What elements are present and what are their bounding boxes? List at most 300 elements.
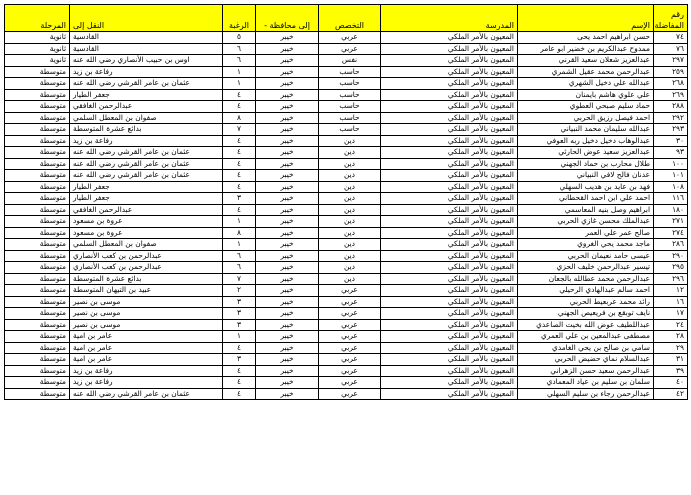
- cell-gov: خيبر: [256, 273, 319, 285]
- cell-school: المعيون بالأمر الملكي: [381, 66, 518, 78]
- cell-gov: خيبر: [256, 135, 319, 147]
- cell-wish: ٣: [223, 308, 256, 320]
- cell-spec: حاسب: [319, 89, 381, 101]
- cell-name: سلمان بن سليم بن عياد المعمادي: [518, 377, 654, 389]
- cell-num: ٢٩٧: [654, 55, 688, 67]
- cell-school: المعيون بالأمر الملكي: [381, 250, 518, 262]
- table-row: [5, 227, 688, 239]
- cell-stage: متوسطة: [5, 147, 70, 159]
- cell-wish: ٤: [223, 135, 256, 147]
- cell-num: ٢٧٤: [654, 227, 688, 239]
- cell-name: احمد علي ابن احمد القحطاني: [518, 193, 654, 205]
- cell-spec: دين: [319, 147, 381, 159]
- cell-wish: ٣: [223, 193, 256, 205]
- cell-dest: بدائع عشرة المتوسطة: [70, 124, 223, 136]
- cell-school: المعيون بالأمر الملكي: [381, 377, 518, 389]
- cell-gov: خيبر: [256, 147, 319, 159]
- cell-spec: دين: [319, 135, 381, 147]
- cell-school: المعيون بالأمر الملكي: [381, 55, 518, 67]
- cell-dest: موسى بن نصير: [70, 319, 223, 331]
- cell-dest: صفوان بن المعطل السلمي: [70, 239, 223, 251]
- cell-school: المعيون بالأمر الملكي: [381, 32, 518, 44]
- cell-num: ١٠٠: [654, 158, 688, 170]
- cell-wish: ٧: [223, 273, 256, 285]
- cell-dest: عثمان بن عامر القرشي رضي الله عنه: [70, 170, 223, 182]
- cell-wish: ٥: [223, 32, 256, 44]
- cell-num: ٢٩: [654, 342, 688, 354]
- cell-gov: خيبر: [256, 296, 319, 308]
- cell-spec: عربي: [319, 331, 381, 343]
- cell-spec: عربي: [319, 342, 381, 354]
- header-num: رقم المفاضلة: [654, 5, 688, 32]
- cell-wish: ٤: [223, 158, 256, 170]
- cell-spec: دين: [319, 227, 381, 239]
- table-row: [5, 101, 688, 113]
- cell-stage: متوسطة: [5, 262, 70, 274]
- cell-stage: ثانوية: [5, 32, 70, 44]
- cell-school: المعيون بالأمر الملكي: [381, 227, 518, 239]
- cell-dest: عثمان بن عامر القرشي رضي الله عنه: [70, 78, 223, 90]
- cell-gov: خيبر: [256, 285, 319, 297]
- cell-name: عبدالرحمن رجاء بن سليم السهلي: [518, 388, 654, 400]
- table-row: [5, 388, 688, 400]
- cell-spec: دين: [319, 250, 381, 262]
- cell-name: احمد سالم عبدالهادي الرحيلي: [518, 285, 654, 297]
- table-row: [5, 377, 688, 389]
- cell-school: المعيون بالأمر الملكي: [381, 89, 518, 101]
- table-row: [5, 239, 688, 251]
- cell-dest: جعفر الطيار: [70, 89, 223, 101]
- cell-stage: متوسطة: [5, 354, 70, 366]
- cell-school: المعيون بالأمر الملكي: [381, 43, 518, 55]
- table-row: [5, 78, 688, 90]
- cell-dest: القادسية: [70, 32, 223, 44]
- cell-gov: خيبر: [256, 365, 319, 377]
- table-row: [5, 89, 688, 101]
- cell-dest: عثمان بن عامر القرشي رضي الله عنه: [70, 158, 223, 170]
- cell-name: عبدالرحمن محمد عقيل الشمري: [518, 66, 654, 78]
- cell-school: المعيون بالأمر الملكي: [381, 319, 518, 331]
- table-row: [5, 170, 688, 182]
- cell-gov: خيبر: [256, 158, 319, 170]
- cell-name: علي علوي هاشم بايمنان: [518, 89, 654, 101]
- cell-wish: ٤: [223, 365, 256, 377]
- cell-spec: حاسب: [319, 112, 381, 124]
- cell-num: ١٦: [654, 296, 688, 308]
- cell-spec: عربي: [319, 285, 381, 297]
- cell-name: عدنان فالح لافي النبياني: [518, 170, 654, 182]
- cell-spec: عربي: [319, 377, 381, 389]
- cell-gov: خيبر: [256, 78, 319, 90]
- table-row: [5, 331, 688, 343]
- cell-spec: دين: [319, 193, 381, 205]
- cell-wish: ١: [223, 78, 256, 90]
- cell-stage: متوسطة: [5, 296, 70, 308]
- cell-dest: رفاعة بن زيد: [70, 135, 223, 147]
- cell-name: تيسير عبدالرحمن خليف الحزي: [518, 262, 654, 274]
- cell-spec: حاسب: [319, 78, 381, 90]
- cell-name: عيسى حامد نعيمان الحربي: [518, 250, 654, 262]
- table-row: [5, 365, 688, 377]
- table-row: [5, 342, 688, 354]
- cell-stage: متوسطة: [5, 308, 70, 320]
- transfer-table: [4, 4, 688, 400]
- cell-gov: خيبر: [256, 193, 319, 205]
- cell-gov: خيبر: [256, 170, 319, 182]
- cell-name: مصطفى عبدالمعين بن علي العمري: [518, 331, 654, 343]
- cell-spec: نفس: [319, 55, 381, 67]
- cell-dest: رفاعة بن زيد: [70, 377, 223, 389]
- table-row: [5, 262, 688, 274]
- cell-spec: حاسب: [319, 124, 381, 136]
- cell-name: عبداللطيف عوض الله بخيت الصاعدي: [518, 319, 654, 331]
- cell-stage: متوسطة: [5, 135, 70, 147]
- cell-name: عبدالسلام نماي حضيض الحربي: [518, 354, 654, 366]
- table-row: [5, 354, 688, 366]
- cell-school: المعيون بالأمر الملكي: [381, 112, 518, 124]
- cell-spec: دين: [319, 216, 381, 228]
- cell-stage: متوسطة: [5, 66, 70, 78]
- cell-school: المعيون بالأمر الملكي: [381, 170, 518, 182]
- cell-name: عبدالرحمن سعيد حسن الزهراني: [518, 365, 654, 377]
- cell-num: ٢٩٠: [654, 250, 688, 262]
- cell-dest: عبدالرحمن بن كعب الأنصاري: [70, 262, 223, 274]
- table-row: [5, 250, 688, 262]
- cell-dest: جعفر الطيار: [70, 193, 223, 205]
- cell-name: ابراهيم وصل بنيه المعاسمي: [518, 204, 654, 216]
- cell-school: المعيون بالأمر الملكي: [381, 135, 518, 147]
- cell-school: المعيون بالأمر الملكي: [381, 158, 518, 170]
- cell-dest: عثمان بن عامر القرشي رضي الله عنه: [70, 388, 223, 400]
- cell-num: ٢٩٣: [654, 124, 688, 136]
- header-stage: المرحلة: [5, 5, 70, 32]
- cell-dest: عامر بن امية: [70, 331, 223, 343]
- table-row: [5, 308, 688, 320]
- cell-spec: عربي: [319, 32, 381, 44]
- cell-stage: متوسطة: [5, 377, 70, 389]
- cell-gov: خيبر: [256, 181, 319, 193]
- cell-num: ١٧: [654, 308, 688, 320]
- cell-wish: ٤: [223, 89, 256, 101]
- cell-wish: ٣: [223, 296, 256, 308]
- cell-stage: متوسطة: [5, 101, 70, 113]
- cell-school: المعيون بالأمر الملكي: [381, 147, 518, 159]
- cell-dest: عروة بن مسعود: [70, 227, 223, 239]
- cell-school: المعيون بالأمر الملكي: [381, 101, 518, 113]
- cell-gov: خيبر: [256, 204, 319, 216]
- cell-gov: خيبر: [256, 308, 319, 320]
- cell-gov: خيبر: [256, 377, 319, 389]
- cell-num: ٢٩٢: [654, 112, 688, 124]
- cell-stage: متوسطة: [5, 181, 70, 193]
- cell-spec: دين: [319, 181, 381, 193]
- cell-wish: ٢: [223, 285, 256, 297]
- cell-name: فهد بن عايد بن هديب السهلي: [518, 181, 654, 193]
- cell-dest: عامر بن امية: [70, 342, 223, 354]
- cell-dest: رفاعة بن زيد: [70, 66, 223, 78]
- cell-name: صالح عمر علي العمر: [518, 227, 654, 239]
- cell-stage: متوسطة: [5, 273, 70, 285]
- cell-gov: خيبر: [256, 227, 319, 239]
- cell-num: ٢٥٩: [654, 66, 688, 78]
- cell-name: رائد محمد عربعيط الحربي: [518, 296, 654, 308]
- cell-dest: عبدالرحمن بن كعب الأنصاري: [70, 250, 223, 262]
- cell-stage: متوسطة: [5, 250, 70, 262]
- table-row: [5, 158, 688, 170]
- cell-school: المعيون بالأمر الملكي: [381, 308, 518, 320]
- cell-num: ١٠١: [654, 170, 688, 182]
- cell-spec: حاسب: [319, 66, 381, 78]
- cell-stage: متوسطة: [5, 193, 70, 205]
- cell-school: المعيون بالأمر الملكي: [381, 204, 518, 216]
- cell-school: المعيون بالأمر الملكي: [381, 331, 518, 343]
- cell-wish: ١: [223, 216, 256, 228]
- cell-num: ١٨٠: [654, 204, 688, 216]
- cell-num: ٣٩: [654, 365, 688, 377]
- cell-gov: خيبر: [256, 250, 319, 262]
- cell-school: المعيون بالأمر الملكي: [381, 216, 518, 228]
- cell-name: ماجد محمد يحي الغروي: [518, 239, 654, 251]
- cell-gov: خيبر: [256, 43, 319, 55]
- cell-gov: خيبر: [256, 101, 319, 113]
- cell-spec: عربي: [319, 296, 381, 308]
- cell-stage: متوسطة: [5, 216, 70, 228]
- cell-stage: متوسطة: [5, 319, 70, 331]
- cell-num: ٢٨٦: [654, 239, 688, 251]
- header-name: الإسم: [518, 5, 654, 32]
- table-row: [5, 285, 688, 297]
- cell-wish: ٧: [223, 124, 256, 136]
- cell-name: عبدالملك محسن غازي الحربي: [518, 216, 654, 228]
- cell-dest: عبدالرحمن الغافقي: [70, 204, 223, 216]
- cell-wish: ٤: [223, 181, 256, 193]
- cell-gov: خيبر: [256, 239, 319, 251]
- table-row: [5, 135, 688, 147]
- cell-num: ٤٢: [654, 388, 688, 400]
- cell-dest: اوس بن حبيب الأنصاري رضي الله عنه: [70, 55, 223, 67]
- cell-num: ٧٦: [654, 43, 688, 55]
- table-row: [5, 66, 688, 78]
- cell-dest: القادسية: [70, 43, 223, 55]
- cell-num: ١١٦: [654, 193, 688, 205]
- cell-num: ٢٨٨: [654, 101, 688, 113]
- cell-wish: ٤: [223, 388, 256, 400]
- table-row: [5, 43, 688, 55]
- cell-spec: دين: [319, 239, 381, 251]
- cell-school: المعيون بالأمر الملكي: [381, 342, 518, 354]
- cell-wish: ١: [223, 331, 256, 343]
- cell-stage: متوسطة: [5, 112, 70, 124]
- cell-spec: عربي: [319, 43, 381, 55]
- cell-num: ٢٦٨: [654, 78, 688, 90]
- cell-stage: ثانوية: [5, 43, 70, 55]
- cell-num: ٢٨: [654, 331, 688, 343]
- cell-gov: خيبر: [256, 32, 319, 44]
- cell-num: ٢٤: [654, 319, 688, 331]
- cell-wish: ٤: [223, 170, 256, 182]
- cell-gov: خيبر: [256, 124, 319, 136]
- cell-wish: ١: [223, 66, 256, 78]
- header-spec: التخصص: [319, 5, 381, 32]
- cell-school: المعيون بالأمر الملكي: [381, 124, 518, 136]
- cell-school: المعيون بالأمر الملكي: [381, 388, 518, 400]
- cell-gov: خيبر: [256, 354, 319, 366]
- cell-gov: خيبر: [256, 112, 319, 124]
- cell-spec: دين: [319, 273, 381, 285]
- cell-wish: ٦: [223, 55, 256, 67]
- cell-name: طلال محارب بن حماد الجهني: [518, 158, 654, 170]
- cell-wish: ٤: [223, 377, 256, 389]
- cell-spec: دين: [319, 158, 381, 170]
- cell-school: المعيون بالأمر الملكي: [381, 193, 518, 205]
- cell-stage: متوسطة: [5, 331, 70, 343]
- cell-school: المعيون بالأمر الملكي: [381, 181, 518, 193]
- table-row: [5, 32, 688, 44]
- cell-dest: بدائع عشرة المتوسطة: [70, 273, 223, 285]
- cell-stage: متوسطة: [5, 78, 70, 90]
- cell-spec: عربي: [319, 354, 381, 366]
- cell-dest: عامر بن امية: [70, 354, 223, 366]
- cell-name: عبدالوهاب دخيل دخيل ربه العوفي: [518, 135, 654, 147]
- cell-gov: خيبر: [256, 66, 319, 78]
- cell-stage: متوسطة: [5, 170, 70, 182]
- cell-wish: ٤: [223, 204, 256, 216]
- table-row: [5, 193, 688, 205]
- cell-stage: متوسطة: [5, 227, 70, 239]
- cell-wish: ١: [223, 239, 256, 251]
- cell-spec: عربي: [319, 365, 381, 377]
- cell-wish: ٤: [223, 147, 256, 159]
- cell-wish: ٨: [223, 227, 256, 239]
- cell-dest: موسى بن نصير: [70, 308, 223, 320]
- cell-school: المعيون بالأمر الملكي: [381, 354, 518, 366]
- table-row: [5, 296, 688, 308]
- table-row: [5, 147, 688, 159]
- cell-wish: ٦: [223, 43, 256, 55]
- cell-num: ٧٤: [654, 32, 688, 44]
- cell-spec: دين: [319, 170, 381, 182]
- cell-gov: خيبر: [256, 331, 319, 343]
- cell-name: عبدالعزيز شعلان سعيد القرني: [518, 55, 654, 67]
- cell-name: عبدالله سليمان محمد النبياني: [518, 124, 654, 136]
- cell-name: عبدالعزيز سعيد عوض الحارثي: [518, 147, 654, 159]
- cell-wish: ٨: [223, 112, 256, 124]
- cell-stage: متوسطة: [5, 89, 70, 101]
- cell-gov: خيبر: [256, 89, 319, 101]
- cell-school: المعيون بالأمر الملكي: [381, 296, 518, 308]
- cell-stage: متوسطة: [5, 285, 70, 297]
- cell-wish: ٣: [223, 319, 256, 331]
- cell-num: ٢٩٥: [654, 262, 688, 274]
- cell-gov: خيبر: [256, 262, 319, 274]
- cell-num: ٢٧١: [654, 216, 688, 228]
- cell-dest: عبدالرحمن الغافقي: [70, 101, 223, 113]
- table-body: [5, 32, 688, 400]
- cell-spec: دين: [319, 204, 381, 216]
- table-row: [5, 181, 688, 193]
- header-wish: الرغبة: [223, 5, 256, 32]
- table-row: [5, 273, 688, 285]
- cell-name: احمد فيصل رزيق الحربي: [518, 112, 654, 124]
- cell-num: ٣٠: [654, 135, 688, 147]
- cell-spec: حاسب: [319, 101, 381, 113]
- cell-name: حسن ابراهيم احمد يحى: [518, 32, 654, 44]
- cell-wish: ٤: [223, 101, 256, 113]
- cell-name: عبدالرحمن محمد عطالله بالجعان: [518, 273, 654, 285]
- cell-stage: متوسطة: [5, 158, 70, 170]
- cell-stage: متوسطة: [5, 239, 70, 251]
- cell-name: نايف توبقع بن فريعيص الجهني: [518, 308, 654, 320]
- table-row: [5, 216, 688, 228]
- cell-stage: متوسطة: [5, 124, 70, 136]
- table-row: [5, 319, 688, 331]
- cell-school: المعيون بالأمر الملكي: [381, 273, 518, 285]
- cell-name: عبدالله علي دخيل الشهري: [518, 78, 654, 90]
- cell-gov: خيبر: [256, 388, 319, 400]
- cell-spec: عربي: [319, 388, 381, 400]
- cell-gov: خيبر: [256, 319, 319, 331]
- cell-num: ١٢: [654, 285, 688, 297]
- cell-name: سامي بن صالح بن يحي الغامدي: [518, 342, 654, 354]
- cell-school: المعيون بالأمر الملكي: [381, 285, 518, 297]
- cell-num: ١٠٨: [654, 181, 688, 193]
- cell-stage: متوسطة: [5, 388, 70, 400]
- cell-dest: عثمان بن عامر القرشي رضي الله عنه: [70, 147, 223, 159]
- cell-dest: جعفر الطيار: [70, 181, 223, 193]
- cell-stage: ثانوية: [5, 55, 70, 67]
- cell-num: ٢٩٦: [654, 273, 688, 285]
- table-row: [5, 55, 688, 67]
- cell-name: ممدوح عبدالكريم بن خضير ابو عامر: [518, 43, 654, 55]
- cell-school: المعيون بالأمر الملكي: [381, 365, 518, 377]
- cell-num: ٣١: [654, 354, 688, 366]
- cell-wish: ٦: [223, 250, 256, 262]
- cell-num: ٢٦٩: [654, 89, 688, 101]
- cell-gov: خيبر: [256, 216, 319, 228]
- header-dest: النقل إلى: [70, 5, 223, 32]
- table-row: [5, 124, 688, 136]
- cell-wish: ٤: [223, 342, 256, 354]
- cell-gov: خيبر: [256, 55, 319, 67]
- cell-stage: متوسطة: [5, 365, 70, 377]
- cell-gov: خيبر: [256, 342, 319, 354]
- table-row: [5, 112, 688, 124]
- cell-dest: رفاعة بن زيد: [70, 365, 223, 377]
- transfer-table-container: [4, 4, 687, 400]
- header-row: [5, 5, 688, 32]
- cell-spec: دين: [319, 262, 381, 274]
- header-gov: إلى محافظة -: [256, 5, 319, 32]
- cell-dest: عبيد بن التيهان المتوسطة: [70, 285, 223, 297]
- cell-num: ٤٠: [654, 377, 688, 389]
- cell-dest: عروة بن مسعود: [70, 216, 223, 228]
- cell-wish: ٦: [223, 262, 256, 274]
- cell-spec: عربي: [319, 308, 381, 320]
- cell-dest: صفوان بن المعطل السلمي: [70, 112, 223, 124]
- cell-spec: عربي: [319, 319, 381, 331]
- cell-stage: متوسطة: [5, 342, 70, 354]
- table-row: [5, 204, 688, 216]
- cell-num: ٩٣: [654, 147, 688, 159]
- cell-wish: ٣: [223, 354, 256, 366]
- cell-school: المعيون بالأمر الملكي: [381, 78, 518, 90]
- cell-school: المعيون بالأمر الملكي: [381, 262, 518, 274]
- cell-dest: موسى بن نصير: [70, 296, 223, 308]
- cell-stage: متوسطة: [5, 204, 70, 216]
- cell-school: المعيون بالأمر الملكي: [381, 239, 518, 251]
- cell-name: حماد سليم صبحي العطوي: [518, 101, 654, 113]
- header-school: المدرسة: [381, 5, 518, 32]
